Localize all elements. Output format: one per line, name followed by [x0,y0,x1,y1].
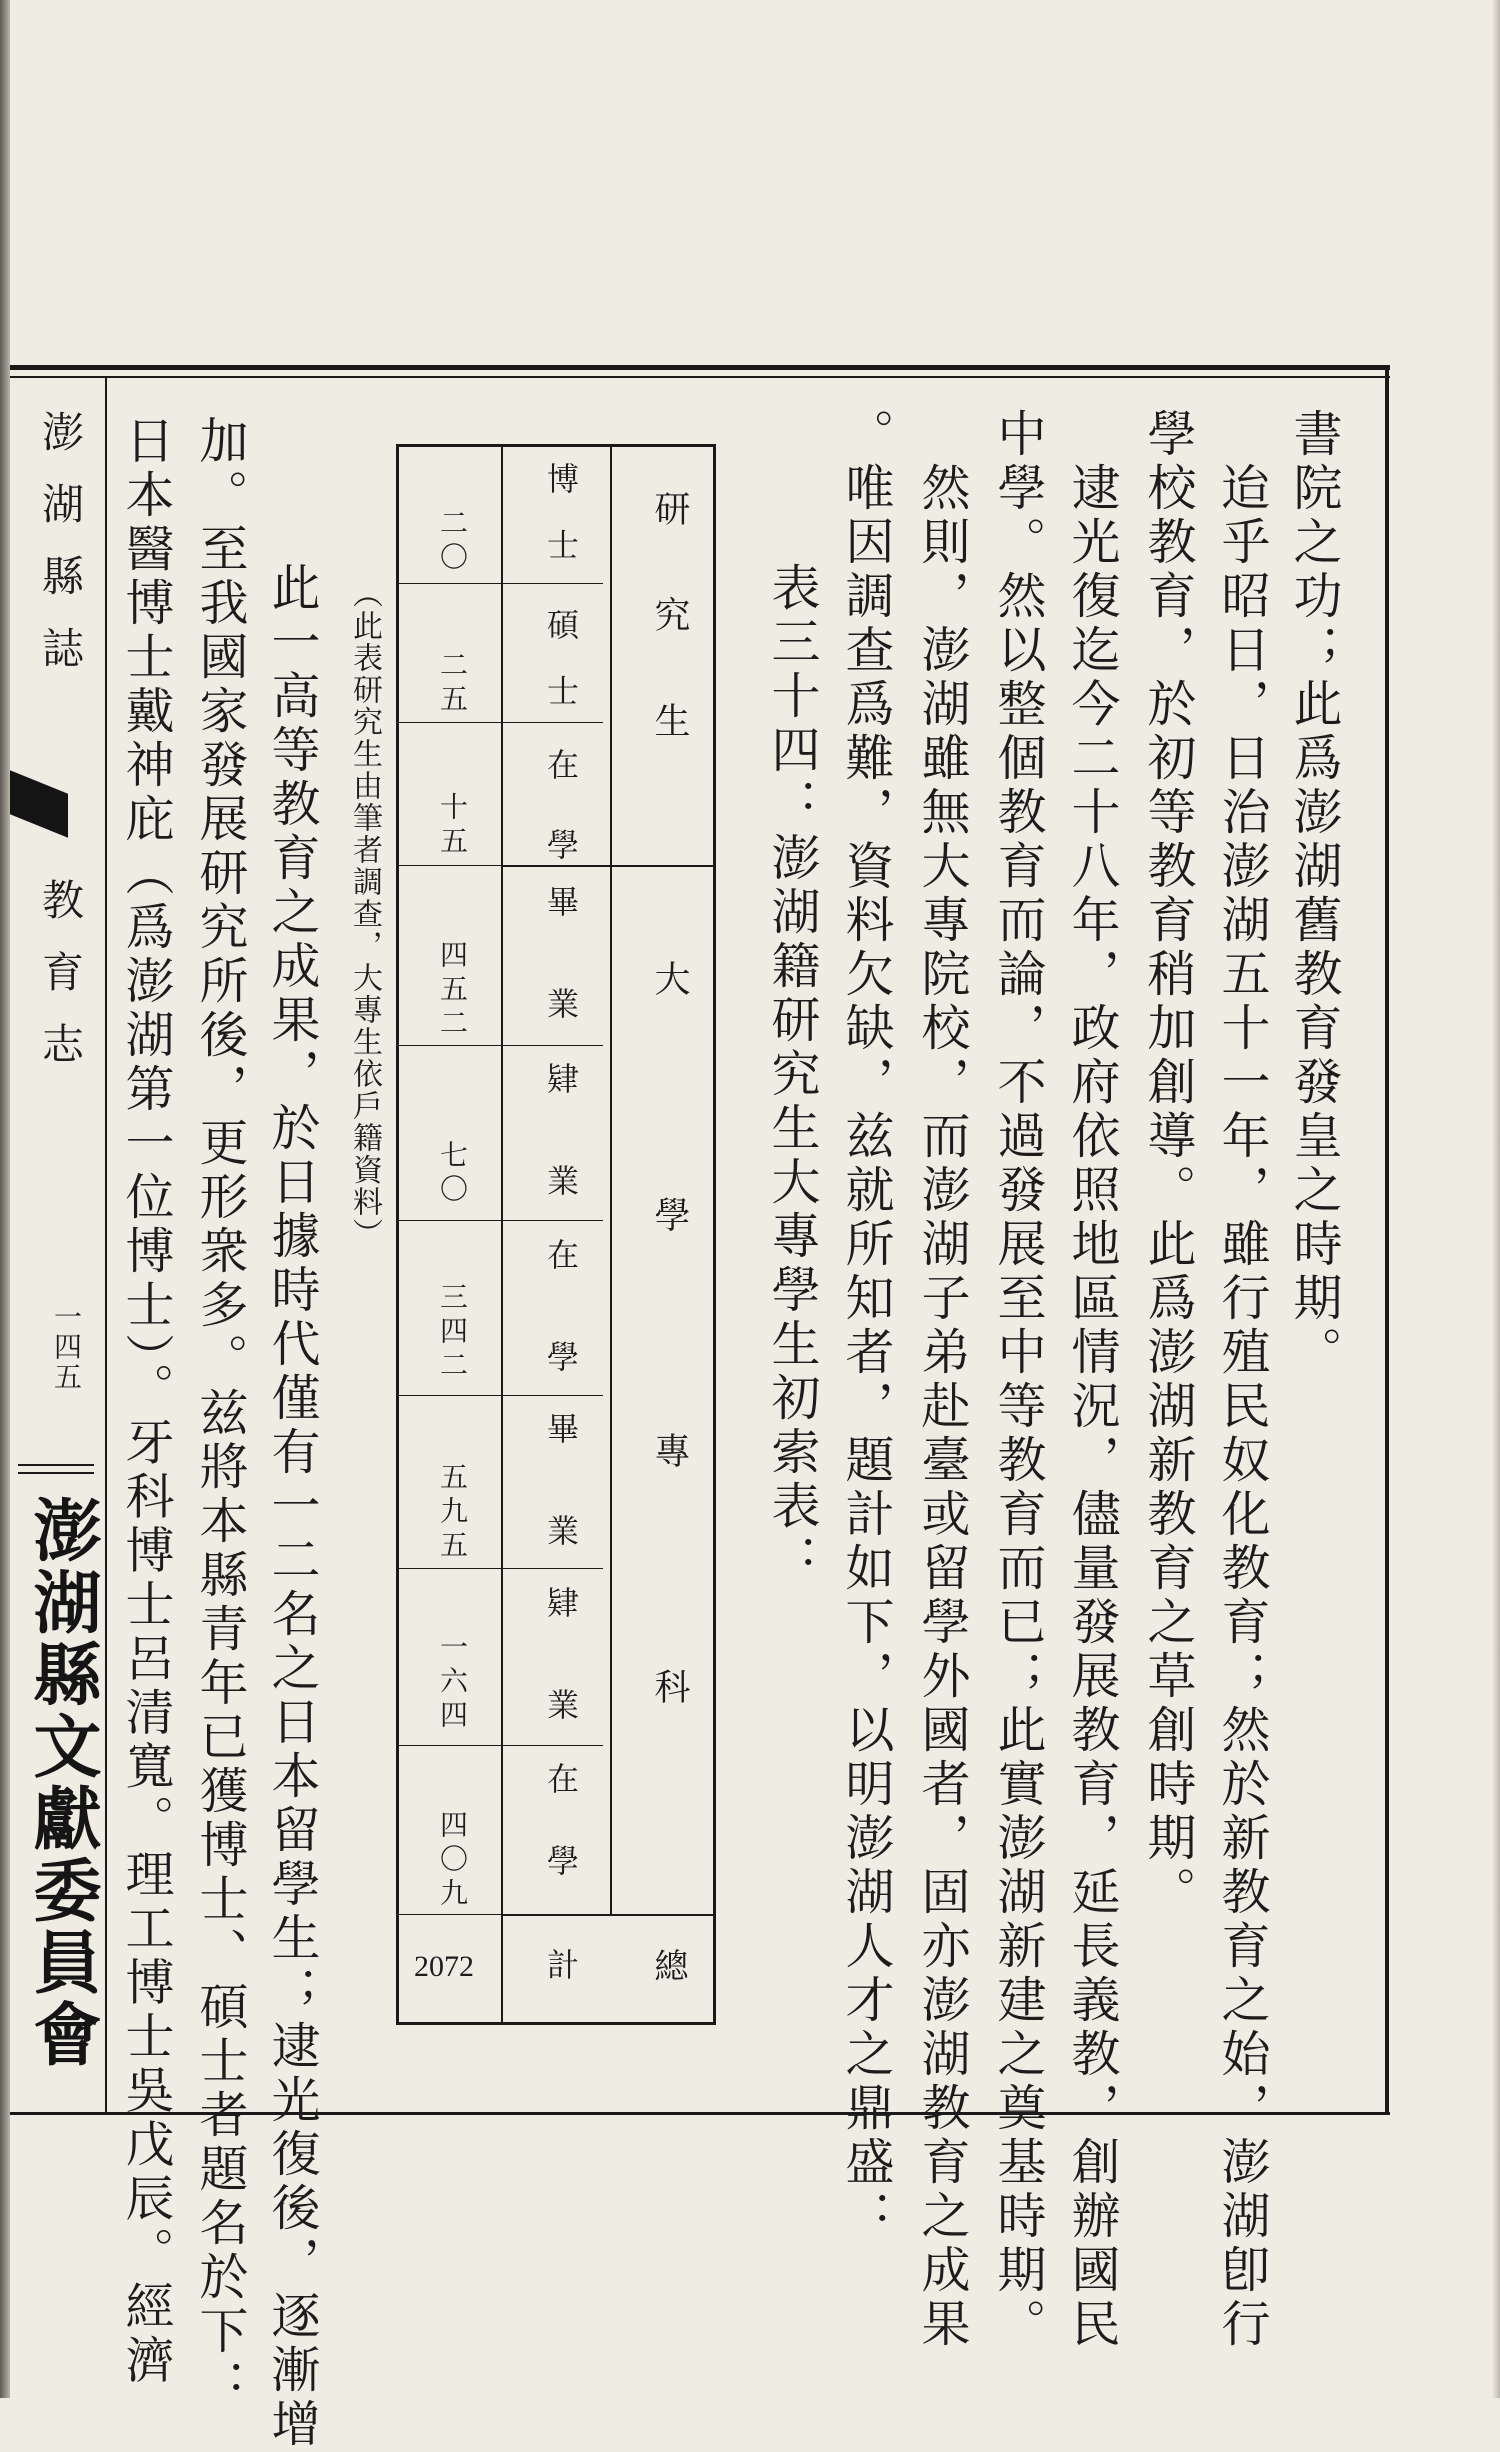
page-number-rule-2 [18,1472,94,1474]
table-right-border [713,444,716,2025]
col-header-col-enrolled: 在學 [542,1762,580,1926]
paragraph-3: 學校教育，於初等教育稍加創導。此爲澎湖新教育之草創時期。 [1140,408,1197,1920]
col-header-col-graduated: 畢業 [542,1412,580,1616]
col-header-grad-enrolled: 在學 [542,748,580,908]
paragraph-7: 。唯因調查爲難，資料欠缺，兹就所知者，題計如下，以明澎湖人才之鼎盛： [838,408,895,2244]
paragraph-2: 迨乎昭日，日治澎湖五十一年，雖行殖民奴化教育；然於新教育之始，澎湖卽行 [1214,408,1271,2352]
section-marker-icon [10,770,68,837]
book-title: 澎湖縣誌 [36,410,85,698]
table-top-border [396,444,716,447]
value-col-enrolled: 四〇九 [436,1810,469,1912]
paragraph-5: 中學。然以整個教育而論，不過發展至中等教育而已；此實澎湖新建之奠基時期。 [990,408,1047,2352]
value-col-graduated: 五九五 [436,1462,469,1564]
paragraph-after-2: 加。至我國家發展研究所後，更形衆多。兹將本縣青年已獲博士、碩士者題名於下： [192,415,249,2413]
col-header-masters: 碩士 [542,608,580,740]
col-header-phd: 博士 [542,462,580,594]
paragraph-4: 逮光復迄今二十八年，政府依照地區情況，儘量發展教育，延長義教，創辦國民 [1064,408,1121,2352]
col-header-uni-enrolled: 在學 [542,1238,580,1442]
group-header-divider [610,444,612,1914]
paragraph-after-3: 日本醫博士戴神庇（爲澎湖第一位博士）。牙科博士呂清寬。理工博士吳戊辰。經濟 [118,415,175,2389]
section-title: 教育志 [36,878,85,1094]
value-total: 2072 [414,1950,474,1983]
value-uni-enrolled: 三四二 [436,1282,469,1384]
group-header-university: 大學專科 [649,960,690,1904]
group-header-graduate: 研究生 [649,490,690,808]
value-phd: 二〇 [436,508,469,576]
page-number: 一四五 [50,1302,83,1392]
value-col-dropout: 一六四 [436,1632,469,1734]
paragraph-6: 然則，澎湖雖無大專院校，而澎湖子弟赴臺或留學外國者，固亦澎湖教育之成果 [914,408,971,2352]
group-header-total: 總 [648,1948,688,2010]
book-binding-shadow [0,0,10,2398]
frame-top-rule [10,365,1390,370]
publisher-stamp: 澎湖縣文獻委員會 [22,1495,102,2071]
table-left-border [396,444,399,2025]
paragraph-1: 書院之功；此爲澎湖舊教育發皇之時期。 [1286,408,1343,1380]
col-header-uni-dropout: 肄業 [542,1062,580,1266]
col-header-uni-graduated: 畢業 [542,885,580,1089]
frame-right-rule [1385,365,1389,2115]
value-uni-graduated: 四五二 [436,940,469,1042]
header-data-divider [501,444,503,2025]
col-header-col-dropout: 肄業 [542,1586,580,1790]
table-note: （此表研究生由筆者調查，大專生依戶籍資料） [347,578,382,1250]
page-number-rule [18,1464,94,1466]
frame-top-rule-thin [10,376,1390,378]
paragraph-after-1: 此一高等教育之成果，於日據時代僅有一二名之日本留學生；逮光復後，逐漸增 [264,508,321,2452]
table-title: 表三十四：澎湖籍研究生大專學生初索表： [764,508,821,1588]
table-bottom-border [396,2022,716,2025]
col-header-total: 計 [542,1948,580,2008]
page-edge-shadow [1492,0,1500,2398]
value-grad-enrolled: 十五 [436,792,469,860]
value-uni-dropout: 七〇 [436,1140,469,1208]
value-masters: 二五 [436,650,469,718]
